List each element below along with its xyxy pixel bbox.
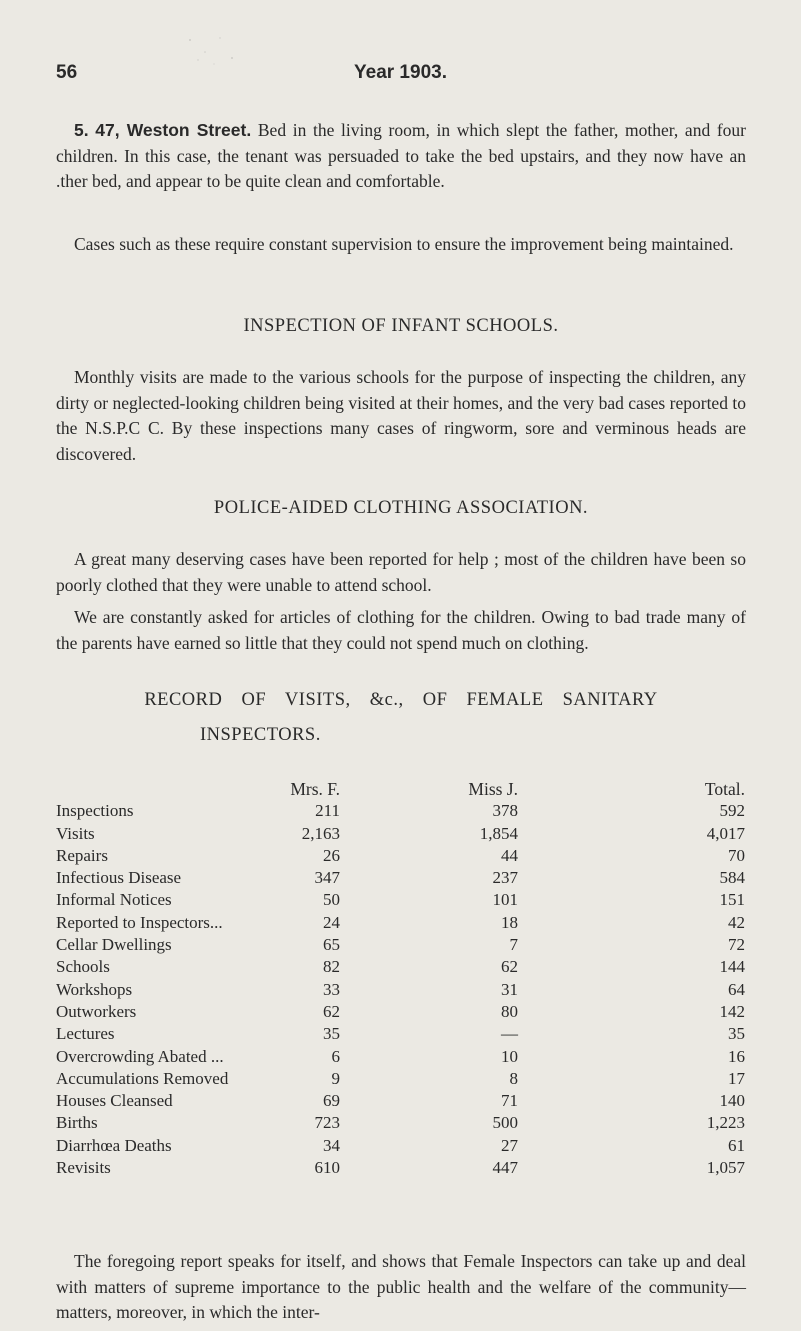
row-label: Visits xyxy=(56,823,95,843)
clothing-text-2: We are constantly asked for articles of clothing for the children. Owing to bad trade many of the parents have earned so little that they could not spend much on clothing. xyxy=(56,607,746,653)
row-label: Schools xyxy=(56,957,110,977)
cell-total: 584 xyxy=(719,868,745,888)
record-heading-line2: INSPECTORS. xyxy=(200,725,321,745)
case-number: 5. xyxy=(74,120,89,140)
table-header-row xyxy=(56,779,746,801)
row-label: Cellar Dwellings xyxy=(56,935,172,955)
cell-total: 16 xyxy=(728,1046,745,1066)
cell-mrs-f: 723 xyxy=(314,1113,340,1133)
page-header xyxy=(56,62,745,92)
cell-mrs-f: 26 xyxy=(323,845,340,865)
cell-mrs-f: 34 xyxy=(323,1135,340,1155)
row-label: Repairs xyxy=(56,845,108,865)
cell-miss-j: 8 xyxy=(509,1068,518,1088)
row-label: Accumulations Removed xyxy=(56,1068,229,1088)
cell-total: 140 xyxy=(719,1091,745,1111)
table-row xyxy=(56,824,746,846)
closing-paragraph xyxy=(56,1249,746,1326)
table-row xyxy=(56,1069,746,1091)
cell-total: 4,017 xyxy=(706,823,745,843)
column-header-miss-j: Miss J. xyxy=(468,779,518,799)
row-label: Reported to Inspectors... xyxy=(56,912,223,932)
cell-total: 592 xyxy=(719,801,745,821)
cell-mrs-f: 6 xyxy=(331,1046,340,1066)
clothing-paragraph-2 xyxy=(56,605,746,656)
cell-miss-j: 10 xyxy=(501,1046,518,1066)
cell-miss-j: 27 xyxy=(501,1135,518,1155)
row-label: Informal Notices xyxy=(56,890,172,910)
infant-schools-text: Monthly visits are made to the various schools for the purpose of inspecting the children, any dirty or neglected-looking children being visited at their homes, and the very bad cases reported to the N.S.P.C C. By these inspections many cases of ringworm, sore and verminous heads are discovered. xyxy=(56,367,746,464)
cell-total: 1,223 xyxy=(706,1113,745,1133)
cell-miss-j: 44 xyxy=(501,845,518,865)
cell-total: 64 xyxy=(728,979,745,999)
cell-miss-j: 447 xyxy=(492,1158,518,1178)
cell-total: 1,057 xyxy=(706,1158,745,1178)
cell-miss-j: 31 xyxy=(501,979,518,999)
row-label: Revisits xyxy=(56,1158,111,1178)
case-address: 47, Weston Street. xyxy=(95,120,252,140)
table-row xyxy=(56,1158,746,1180)
table-row xyxy=(56,1091,746,1113)
table-row xyxy=(56,801,746,823)
cell-miss-j: 80 xyxy=(501,1001,518,1021)
cell-total: 144 xyxy=(719,957,745,977)
cell-mrs-f: 347 xyxy=(314,868,340,888)
table-row xyxy=(56,980,746,1002)
cell-miss-j: 237 xyxy=(492,868,518,888)
table-row xyxy=(56,1113,746,1135)
infant-schools-heading: INSPECTION OF INFANT SCHOOLS. xyxy=(243,316,559,336)
cell-mrs-f: 9 xyxy=(331,1068,340,1088)
cell-miss-j: 378 xyxy=(492,801,518,821)
cell-miss-j: 62 xyxy=(501,957,518,977)
cell-mrs-f: 65 xyxy=(323,935,340,955)
row-label: Lectures xyxy=(56,1024,115,1044)
table-row xyxy=(56,1024,746,1046)
cell-total: 142 xyxy=(719,1001,745,1021)
column-header-mrs-f: Mrs. F. xyxy=(290,779,340,799)
page-number: 56 xyxy=(56,62,78,83)
table-row xyxy=(56,1047,746,1069)
cell-miss-j: — xyxy=(501,1024,518,1044)
table-row xyxy=(56,890,746,912)
case-text: Bed in the living room, in which slept the father, mother, and four children. In this case, the tenant was persuaded to take the bed upstairs, and they now have an .ther bed, and appear to be quite clean and comfortable. xyxy=(56,120,746,191)
cell-mrs-f: 35 xyxy=(323,1024,340,1044)
clothing-paragraph-1 xyxy=(56,547,746,598)
infant-schools-paragraph xyxy=(56,365,746,467)
cell-mrs-f: 610 xyxy=(314,1158,340,1178)
cell-total: 151 xyxy=(719,890,745,910)
table-row xyxy=(56,913,746,935)
cell-miss-j: 1,854 xyxy=(479,823,518,843)
cell-miss-j: 71 xyxy=(501,1091,518,1111)
supervision-text: Cases such as these require constant supervision to ensure the improvement being maintained. xyxy=(74,234,734,254)
cell-total: 70 xyxy=(728,845,745,865)
cell-total: 61 xyxy=(728,1135,745,1155)
cell-total: 35 xyxy=(728,1024,745,1044)
cell-mrs-f: 50 xyxy=(323,890,340,910)
cell-mrs-f: 33 xyxy=(323,979,340,999)
table-row xyxy=(56,1002,746,1024)
row-label: Diarrhœa Deaths xyxy=(56,1135,172,1155)
table-body xyxy=(56,801,746,1180)
column-header-total: Total. xyxy=(704,779,745,799)
cell-mrs-f: 82 xyxy=(323,957,340,977)
table-row xyxy=(56,846,746,868)
clothing-association-heading: POLICE-AIDED CLOTHING ASSOCIATION. xyxy=(213,498,589,518)
table-row xyxy=(56,957,746,979)
row-label: Overcrowding Abated ... xyxy=(56,1046,224,1066)
visits-table xyxy=(56,779,746,1180)
table-row xyxy=(56,868,746,890)
cell-mrs-f: 69 xyxy=(323,1091,340,1111)
cell-miss-j: 18 xyxy=(501,912,518,932)
table-row xyxy=(56,1136,746,1158)
cell-miss-j: 500 xyxy=(492,1113,518,1133)
cell-mrs-f: 211 xyxy=(315,801,340,821)
row-label: Infectious Disease xyxy=(56,868,182,888)
cell-mrs-f: 2,163 xyxy=(301,823,340,843)
case-paragraph xyxy=(56,118,746,195)
clothing-text-1: A great many deserving cases have been reported for help ; most of the children have been so poorly clothed that they were unable to attend school. xyxy=(56,549,746,595)
supervision-paragraph xyxy=(56,232,746,258)
cell-total: 42 xyxy=(728,912,745,932)
cell-total: 17 xyxy=(728,1068,745,1088)
record-heading-line1: RECORD OF VISITS, &c., OF FEMALE SANITARY xyxy=(144,690,658,710)
page-title: Year 1903. xyxy=(354,62,447,83)
cell-miss-j: 7 xyxy=(509,935,518,955)
table-row xyxy=(56,935,746,957)
row-label: Inspections xyxy=(56,801,134,821)
row-label: Workshops xyxy=(56,979,133,999)
row-label: Houses Cleansed xyxy=(56,1091,173,1111)
cell-mrs-f: 62 xyxy=(323,1001,340,1021)
row-label: Outworkers xyxy=(56,1001,137,1021)
closing-text: The foregoing report speaks for itself, and shows that Female Inspectors can take up and deal with matters of supreme importance to the public health and the welfare of the community—matters, moreover, in which the inter- xyxy=(56,1251,746,1322)
cell-mrs-f: 24 xyxy=(323,912,340,932)
cell-total: 72 xyxy=(728,935,745,955)
row-label: Births xyxy=(56,1113,98,1133)
cell-miss-j: 101 xyxy=(492,890,518,910)
